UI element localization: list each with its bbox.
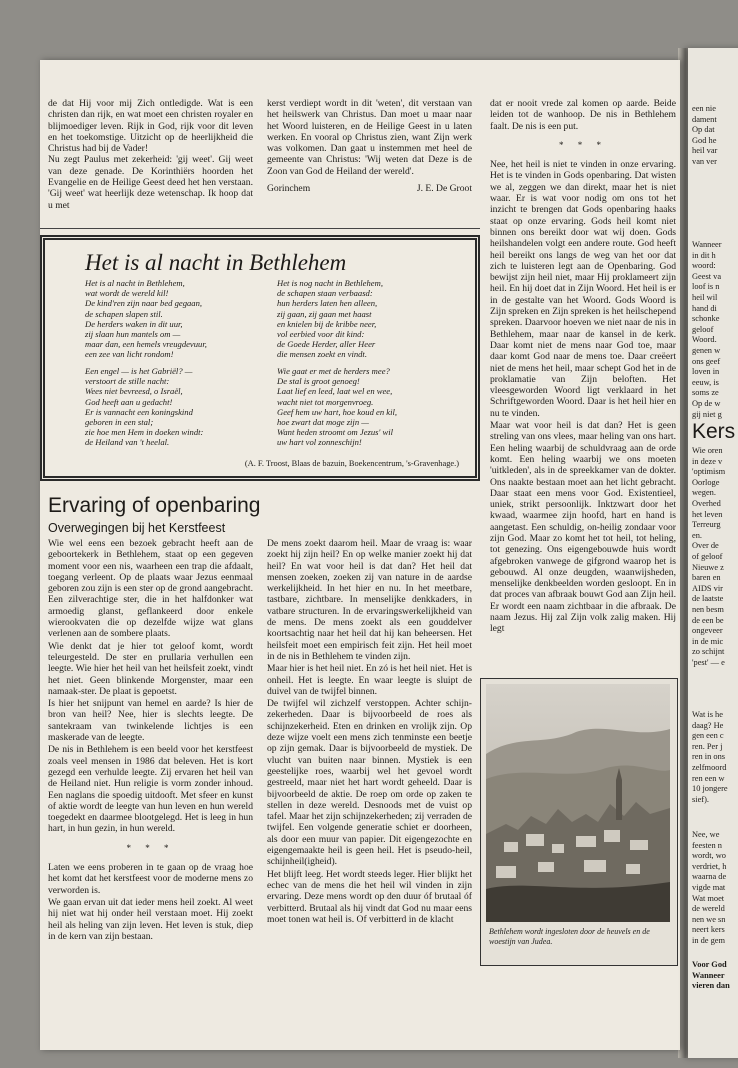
article-col1-p2: Wie denkt dat je hier tot geloof komt, wordt teleurgesteld. De ster en prullaria verhullen een leegte. Wie hier het heil van het heilsfeit zoekt, vindt het niet. Geen blinkende Morgenster, maar een namaak-ster. De plaat is gepoetst. <box>48 640 253 697</box>
magazine-page <box>40 60 680 1050</box>
article-column-2 <box>267 538 472 926</box>
next-page-col-a: Wie oren in deze v 'optimism Oorloge wegen. Overhed het leven Terreurg en. Over de of geloof Nieuwe z baren en AIDS vir de laatste nen besm de een be ongeveer in de mic zo schijnt 'pest' — e <box>692 446 726 667</box>
column-3-paragraph-1: Nee, het heil is niet te vinden in onze ervaring. Het is te vinden in Gods openbaring. Dat wisten we al, zeggen we dan direkt, maar het is niet waar. Er is wat voor nodig om ons tot het inzicht te brengen dat Gods openbaring haaks staat op onze ervaring. Gods heil komt niet binnen ons bereikt door wat wij doen. Gods heilshandelen volgt een andere route. God heeft heil bereikt ons langs de weg van het oor dat zich te luisteren legt aan de Openbaring. God bewijst zijn heil niet, maar Hij proklameert zijn heil. En hij doet dat in Zijn Woord. Het heil is er in de gestalte van het Woord. Gods Woord is Zijn spreken en Zijn spreken is het heilschepend spreken. Daarvoor hoeven we niet naar de nis in Bethlehem, maar naar de kansel in de kerk. Daar komt niet de mens naar God toe, maar daar komt God naar de mens toe. Daar creëert niet de mens het heil, maar schept God het in de proklamatie van Zijn beloften. Het vleesgeworden Woord ligt verklaard in het Schriftgeworden Woord. Daar is het heil hier en nu te vinden. <box>490 159 676 419</box>
next-page-heading: Kers <box>692 420 736 443</box>
article-col1-p4: De nis in Bethlehem is een beeld voor het kerstfeest zoals veel mensen in 1986 dat beleven. Het is kort gezegd een verhulde leegte. Zij ervaren het heil van de Heiland niet. Hun religie is vorm zonder inhoud. Een naglans die spoedig uitdooft. Met sfeer en kunst of aktie wordt de leegte van hun leven en hun wereld toegedekt en daarmee blootgelegd. Het is leeg in hun hart, in hun gezin, in hun wereld. <box>48 744 253 835</box>
poem-stanza-2: Het is nog nacht in Bethlehem, de schapen staan verbaasd: hun herders laten hen alleen, zij gaan, zij gaan met haast en knielen bij de kribbe neer, vol eerbied voor dit kind: de Goede Herder, aller Heer die mensen zoekt en vindt. <box>277 278 383 360</box>
next-page-col-b: Wat is he daag? He gen een c ren. Per j ren in ons zelfmoord ren een w 10 jongere sief). <box>692 710 728 804</box>
article-col2-p3: De twijfel wil zichzelf verstoppen. Achter schijn-zekerheden. Daar is bijvoorbeeld de roes als schijnzekerheid. Eten en drinken en vrolijk zijn. Op deze wijze voelt een mens zich tenminste een beetje op zijn gemak. Daar is bijvoorbeeld de mystiek. De vlucht van buiten naar binnen. Mystiek is een geestelijke roes, waarbij wel het gevoel wordt gestreeld, maar niet het hart wordt geheeld. Daar is bijvoorbeeld de aktie. De roep om orde op zaken te stellen in deze wereld. Desnoods met de vuist op tafel. Maar het zijn schijnzekerheden; zij verraden de twijfel. Een volgende generatie schiet er doorheen, als door een muur van papier. Dit eigengezochte en eigengemaakte heil is geen heil. Het is pseudo-heil, schijnheil(igheid). <box>267 698 472 868</box>
next-page-col-c: Nee, we feesten n wordt, wo verdriet, h waarna de vigde mat Wat moet de wereld nen we sn neert kers in de gem <box>692 830 727 945</box>
poem-stanza-3: Een engel — is het Gabriël? — verstoort de stille nacht: Wees niet bevreesd, o Israël, God heeft aan u gedacht! Er is vannacht een koningskind geboren in een stal; zie hoe men Hem in doeken windt: de Heiland van 't heelal. <box>85 366 204 448</box>
photo-caption: Bethlehem wordt ingesloten door de heuvels en de woestijn van Judea. <box>489 927 650 946</box>
column-3 <box>490 98 676 636</box>
article-col2-p1: De mens zoekt daarom heil. Maar de vraag is: waar zoekt hij zijn heil? En op welke manier zoekt hij dat heil? En wat voor heil is dat dan? Het heil dat mensen zoeken, zoeken zij van nature in de aardse werkelijkheid. In het hier en nu. In het meetbare, tastbare, zichtbare. In menselijke denkkaders, in vatbare structuren. In de ervaringswerkelijkheid van de mens. De mens zoekt als een gouddelver koortsachtig naar het heil dat hij kan beheersen. Het heilsfeit moet een empirisch feit zijn. Het heil moet in de nis in Bethlehem te vinden zijn. <box>267 538 472 662</box>
top-column-1 <box>48 98 253 211</box>
signature-place: Gorinchem <box>267 183 311 195</box>
next-page-mid-text: Wanneer in dit h woord: Geest va loof is n heil wil hand di schonke geloof Woord. genen w ons geef loven in eeuw, is soms ze Op de w gij niet g <box>692 240 722 419</box>
top-column-2 <box>267 98 472 194</box>
divider-line <box>40 228 480 229</box>
bethlehem-photo-frame <box>480 678 678 966</box>
top-column-1-text: de dat Hij voor mij Zich ontledigde. Wat is een christen dan rijk, en wat moet een christen royaler en blijmoediger leven. Rijk in God, rijk voor dit leven en het toekomstige. Uitzicht op de heerlijkheid die Christus had bij de Vader! Nu zegt Paulus met zekerheid: 'gij weet'. Gij weet van deze genade. De Korinthiërs hoorden het Evangelie en de Heilige Geest deed het hen verstaan. 'Gij weet' wat heerlijk deze wetenschap. Ik hoop dat u met <box>48 98 253 211</box>
poem-credit: (A. F. Troost, Blaas de bazuin, Boekencentrum, 's-Gravenhage.) <box>244 459 459 468</box>
article-col1-p1: Wie wel eens een bezoek gebracht heeft aan de geboortekerk in Bethlehem, staat op een gegeven moment voor een nis, waarheen een trap die afdaalt, toegang verleent. Op de plaats waar Jezus eenmaal geboren zou zijn is een ster op de grond aangebracht. Een zilverachtige ster, die in het halfdonker wat armoedig glanst, geflankeerd door enkele wierookvaten die op dezelfde wijze wat glans verlenen aan de sombere plaats. <box>48 538 253 640</box>
article-title: Ervaring of openbaring <box>48 494 261 517</box>
poem-title: Het is al nacht in Bethlehem <box>85 250 347 275</box>
next-page-col-d: Voor God Wanneer vieren dan <box>692 960 730 991</box>
next-page-top-text: een nie dament Op dat God he heil var van ver <box>692 104 718 166</box>
poem-stanza-4: Wie gaat er met de herders mee? De stal is groot genoeg! Laat lief en leed, laat wel en wee, wacht niet tot morgenvroeg. Geef hem uw hart, hoe koud en kil, hoe zwart dat moge zijn — Want heden stroomt om Jezus' wil uw hart vol zonneschijn! <box>277 366 398 448</box>
article-column-1 <box>48 538 253 943</box>
article-col2-p2: Maar hier is het heil niet. En zó is het heil niet. Het is onheil. Het is leegte. En waar leegte is sluipt de duivel van de twijfel binnen. <box>267 663 472 697</box>
article-stars: * * * <box>126 842 175 853</box>
article-col1-p5: Laten we eens proberen in te gaan op de vraag hoe het komt dat het kerstfeest voor de moderne mens zo verworden is. <box>48 862 253 896</box>
column-3-paragraph-2: Maar wat voor heil is dat dan? Het is geen streling van ons vlees, maar heling van ons hart. Een heling waarbij de schuldvraag aan de orde komt. Een heling waarbij we ons moeten 'uitkleden', als in de spreekkamer van de dokter. Ons naakte bestaan moet aan het licht gebracht. Daar staat een mens voor God. Existentieel, uniek, strikt persoonlijk. Inktzwart door het kwaad, waarmee zijn hoofd, hart en hand is aangetast. Een schuldig, on-heilig zondaar voor zijn God. Maar zo komt het tot heil, tot heling, tot genezing. Ons eigengebouwde huis wordt afgebroken vanwege de gifgrond waarop het is gebouwd. Al onze deugden, waanwijsheden, menselijke denkbeelden worden gesloopt. En in dat proces van afbraak bouwt God aan Zijn heil. Er wordt een naam zichtbaar in die afbraak. De naam Jezus. Hij zal Zijn volk zalig maken. Hij legt <box>490 420 676 635</box>
article-col2-p4: Het blijft leeg. Het wordt steeds leger. Hier blijkt het echec van de mens die het heil wil vinden in zijn ervaring. Deze mens wordt op den duur óf brutaal óf verbitterd. Brutaal als hij vindt dat God nu maar eens moet tonen wat heil is. Of verbitterd in de klacht <box>267 868 472 925</box>
article-col1-p6: We gaan ervan uit dat ieder mens heil zoekt. Al weet hij niet wat hij onder heil verstaan moet. Hij zoekt heil als heling van zijn leven. Het leven is stuk, diep in de kern van zijn bestaan. <box>48 896 253 942</box>
bethlehem-photo <box>486 684 670 922</box>
article-subtitle: Overwegingen bij het Kerstfeest <box>48 521 226 535</box>
signature <box>267 183 472 194</box>
section-stars: * * * <box>559 139 607 150</box>
bethlehem-photo-drawing <box>486 684 670 922</box>
signature-name: J. E. De Groot <box>416 183 472 195</box>
poem-box <box>40 235 480 481</box>
next-page-edge <box>688 48 738 1058</box>
top-column-2-text: kerst verdiept wordt in dit 'weten', dit verstaan van het heilswerk van Christus. Dan moet u maar naar het Woord luisteren, en de Heilige Geest in u laten werken. En vooral op Christus zien, want Zijn werk was volkomen. Dan gaat u instemmen met heel de gemeente van Christus: 'Wij weten dat Deze is de Zoon van God de Heiland der wereld'. <box>267 98 472 177</box>
article-col1-p3: Is hier het snijpunt van hemel en aarde? Is hier de bron van heil? Nee, hier is slechts leegte. De santekraam van twinkelende lichtjes is een maskerade van de leegte. <box>48 698 253 744</box>
column-3-intro: dat er nooit vrede zal komen op aarde. Beide leiden tot de wanhoop. De nis in Bethlehem faalt. De nis is een put. <box>490 98 676 132</box>
poem-stanza-1: Het is al nacht in Bethlehem, wat wordt de wereld kil! De kind'ren zijn naar bed gegaan, de schapen slapen stil. De herders waken in dit uur, zij slaan hun mantels om — maar dan, een hemels vreugdevuur, een zee van licht rondom! <box>85 278 207 360</box>
